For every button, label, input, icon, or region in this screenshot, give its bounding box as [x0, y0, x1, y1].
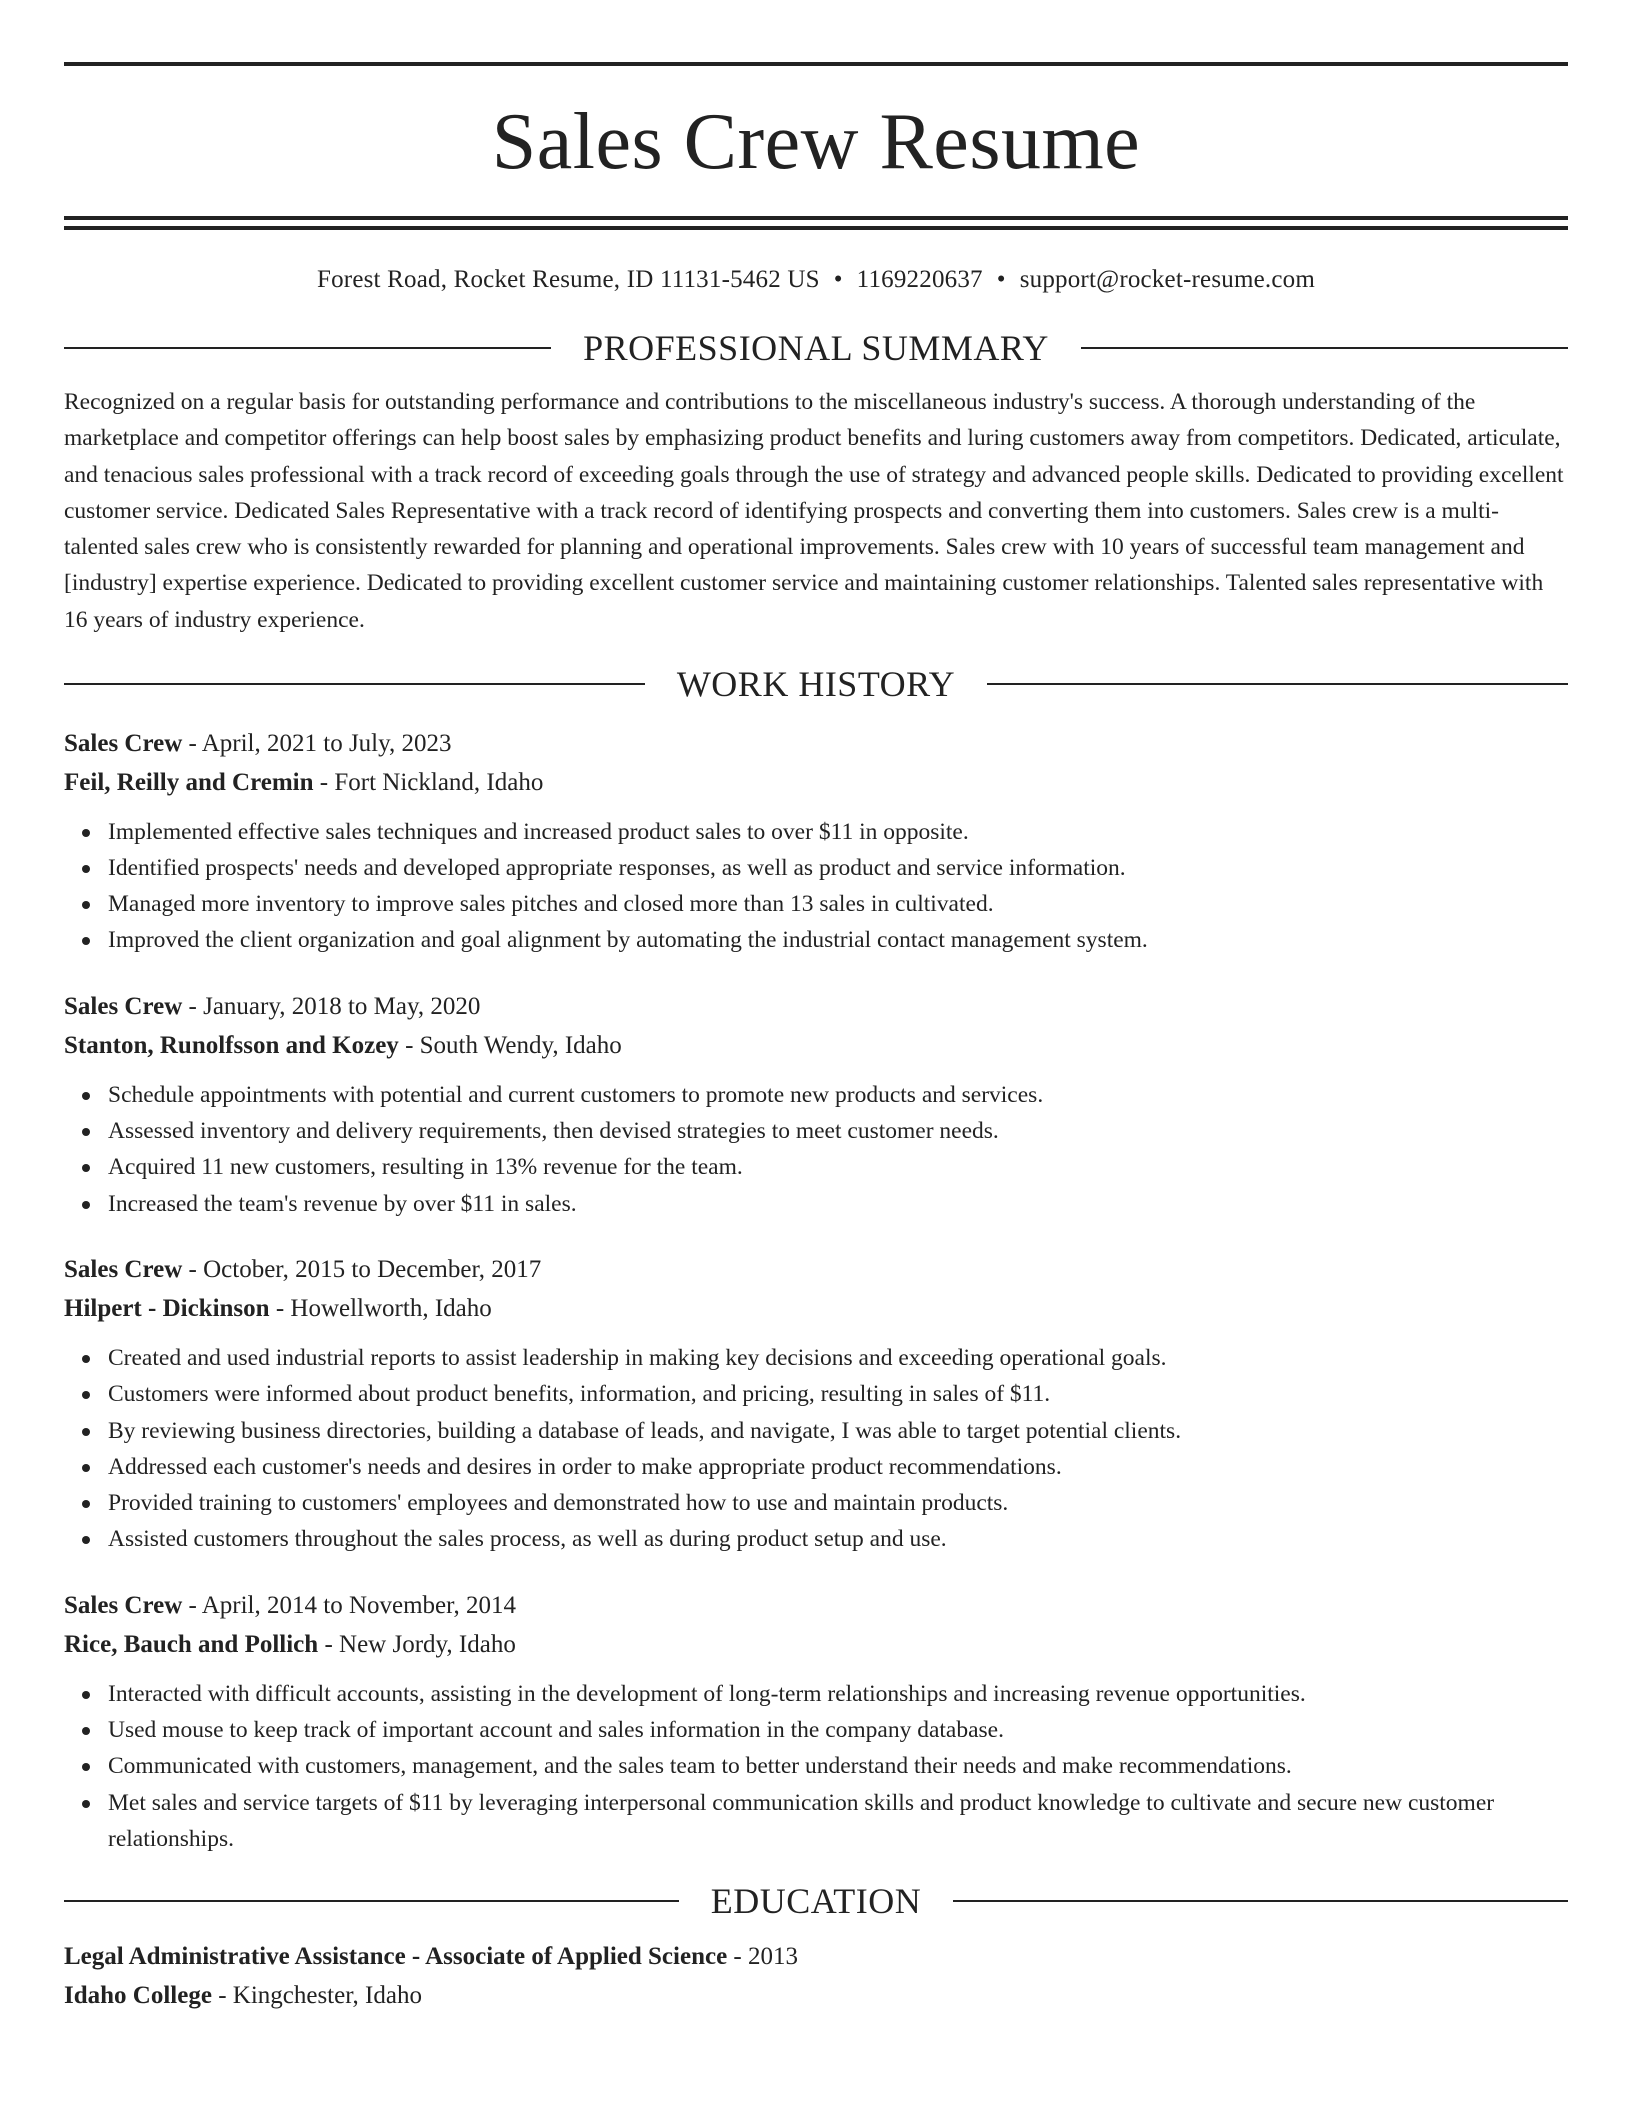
- contact-separator: •: [996, 266, 1006, 293]
- job-location: - New Jordy, Idaho: [318, 1630, 516, 1658]
- summary-paragraph: Recognized on a regular basis for outstanding performance and contributions to the miscellaneous industry's success. A thorough understanding of the marketplace and competitor offerings can help boost sales by emphasizing product benefits and luring customers away from competitors. Dedicated, articulate, and tenacious sales professional with a track record of exceeding goals through the use of strategy and advanced people skills. Dedicated to providing excellent customer service. Dedicated Sales Representative with a track record of identifying prospects and converting them into customers. Sales crew is a multi-talented sales crew who is consistently rewarded for planning and operational improvements. Sales crew with 10 years of successful team management and [industry] expertise experience. Dedicated to providing excellent customer service and maintaining customer relationships. Talented sales representative with 16 years of industry experience.: [64, 389, 1564, 633]
- job-bullet: Identified prospects' needs and developed appropriate responses, as well as product and service information.: [108, 850, 1568, 886]
- job-company-line: [64, 1026, 1568, 1065]
- education-location: - Kingchester, Idaho: [211, 1982, 422, 2010]
- section-rule-left: [64, 347, 551, 349]
- job-company: Feil, Reilly and Cremin: [64, 768, 314, 796]
- contact-email: support@rocket-resume.com: [1019, 266, 1315, 293]
- section-rule-right: [953, 1900, 1568, 1902]
- contact-phone: 1169220637: [856, 266, 983, 293]
- job-company: Hilpert - Dickinson: [64, 1294, 270, 1322]
- job-company-line: [64, 1625, 1568, 1664]
- job-bullet: Assessed inventory and delivery requirements, then devised strategies to meet customer needs.: [108, 1113, 1568, 1149]
- job-bullet: By reviewing business directories, building a database of leads, and navigate, I was able to target potential clients.: [108, 1413, 1568, 1449]
- job-bullet: Implemented effective sales techniques and increased product sales to over $11 in opposite.: [108, 814, 1568, 850]
- job-bullet: Increased the team's revenue by over $11 in sales.: [108, 1186, 1568, 1222]
- job-bullet-list: [64, 1676, 1568, 1857]
- job-bullet: Provided training to customers' employees and demonstrated how to use and maintain products.: [108, 1485, 1568, 1521]
- job-company: Stanton, Runolfsson and Kozey: [64, 1031, 399, 1059]
- section-title-education: EDUCATION: [710, 1881, 922, 1922]
- education-school: Idaho College: [64, 1982, 212, 2010]
- job-bullet: Schedule appointments with potential and current customers to promote new products and services.: [108, 1077, 1568, 1113]
- job-bullet: Interacted with difficult accounts, assisting in the development of long-term relationships and increasing revenue opportunities.: [108, 1676, 1568, 1712]
- job-company-line: [64, 1289, 1568, 1328]
- job-title-line: [64, 1250, 1568, 1289]
- job-dates: - January, 2018 to May, 2020: [182, 992, 481, 1020]
- job-entry: [64, 987, 1568, 1222]
- title-double-rule: [64, 216, 1568, 230]
- contact-separator: •: [833, 266, 843, 293]
- work-history-list: [64, 724, 1568, 1858]
- job-role: Sales Crew: [64, 992, 183, 1020]
- job-company-line: [64, 763, 1568, 802]
- job-bullet-list: [64, 814, 1568, 959]
- job-entry: [64, 724, 1568, 959]
- job-company: Rice, Bauch and Pollich: [64, 1630, 319, 1658]
- section-header-summary: [64, 326, 1568, 370]
- job-dates: - October, 2015 to December, 2017: [182, 1255, 542, 1283]
- job-bullet-list: [64, 1340, 1568, 1558]
- job-bullet: Acquired 11 new customers, resulting in 13% revenue for the team.: [108, 1149, 1568, 1185]
- education-year: - 2013: [727, 1943, 798, 1971]
- job-role: Sales Crew: [64, 1591, 183, 1619]
- job-role: Sales Crew: [64, 1255, 183, 1283]
- job-dates: - April, 2021 to July, 2023: [182, 729, 452, 757]
- top-rule: [64, 62, 1568, 66]
- job-bullet: Addressed each customer's needs and desires in order to make appropriate product recommendations.: [108, 1449, 1568, 1485]
- job-bullet: Met sales and service targets of $11 by leveraging interpersonal communication skills and product knowledge to cultivate and secure new customer relationships.: [108, 1785, 1568, 1858]
- resume-title: Sales Crew Resume: [491, 98, 1141, 186]
- education-degree-line: [64, 1937, 1568, 1976]
- section-rule-left: [64, 1900, 679, 1902]
- job-bullet: Communicated with customers, management, and the sales team to better understand their needs and make recommendations.: [108, 1748, 1568, 1784]
- job-bullet: Customers were informed about product benefits, information, and pricing, resulting in sales of $11.: [108, 1376, 1568, 1412]
- job-bullet: Improved the client organization and goal alignment by automating the industrial contact management system.: [108, 922, 1568, 958]
- section-title-work-history: WORK HISTORY: [676, 663, 956, 704]
- section-header-education: [64, 1879, 1568, 1923]
- job-title-line: [64, 724, 1568, 763]
- job-bullet: Created and used industrial reports to assist leadership in making key decisions and exceeding operational goals.: [108, 1340, 1568, 1376]
- job-location: - Howellworth, Idaho: [269, 1294, 492, 1322]
- education-entry: [64, 1937, 1568, 2015]
- contact-address: Forest Road, Rocket Resume, ID 11131-5462 US: [316, 266, 820, 293]
- education-school-line: [64, 1976, 1568, 2015]
- job-dates: - April, 2014 to November, 2014: [182, 1591, 516, 1619]
- contact-line: [64, 264, 1568, 296]
- job-location: - Fort Nickland, Idaho: [313, 768, 544, 796]
- job-title-line: [64, 987, 1568, 1026]
- job-location: - South Wendy, Idaho: [398, 1031, 622, 1059]
- job-bullet: Used mouse to keep track of important account and sales information in the company database.: [108, 1712, 1568, 1748]
- section-title-summary: PROFESSIONAL SUMMARY: [583, 328, 1049, 368]
- education-degree: Legal Administrative Assistance - Associate of Applied Science: [64, 1943, 728, 1971]
- section-rule-left: [64, 683, 645, 685]
- job-entry: [64, 1586, 1568, 1857]
- job-bullet: Assisted customers throughout the sales process, as well as during product setup and use.: [108, 1521, 1568, 1557]
- job-entry: [64, 1250, 1568, 1558]
- job-title-line: [64, 1586, 1568, 1625]
- section-header-work-history: [64, 662, 1568, 706]
- section-rule-right: [987, 683, 1568, 685]
- job-bullet-list: [64, 1077, 1568, 1222]
- job-bullet: Managed more inventory to improve sales pitches and closed more than 13 sales in cultivated.: [108, 886, 1568, 922]
- job-role: Sales Crew: [64, 729, 183, 757]
- section-rule-right: [1081, 347, 1568, 349]
